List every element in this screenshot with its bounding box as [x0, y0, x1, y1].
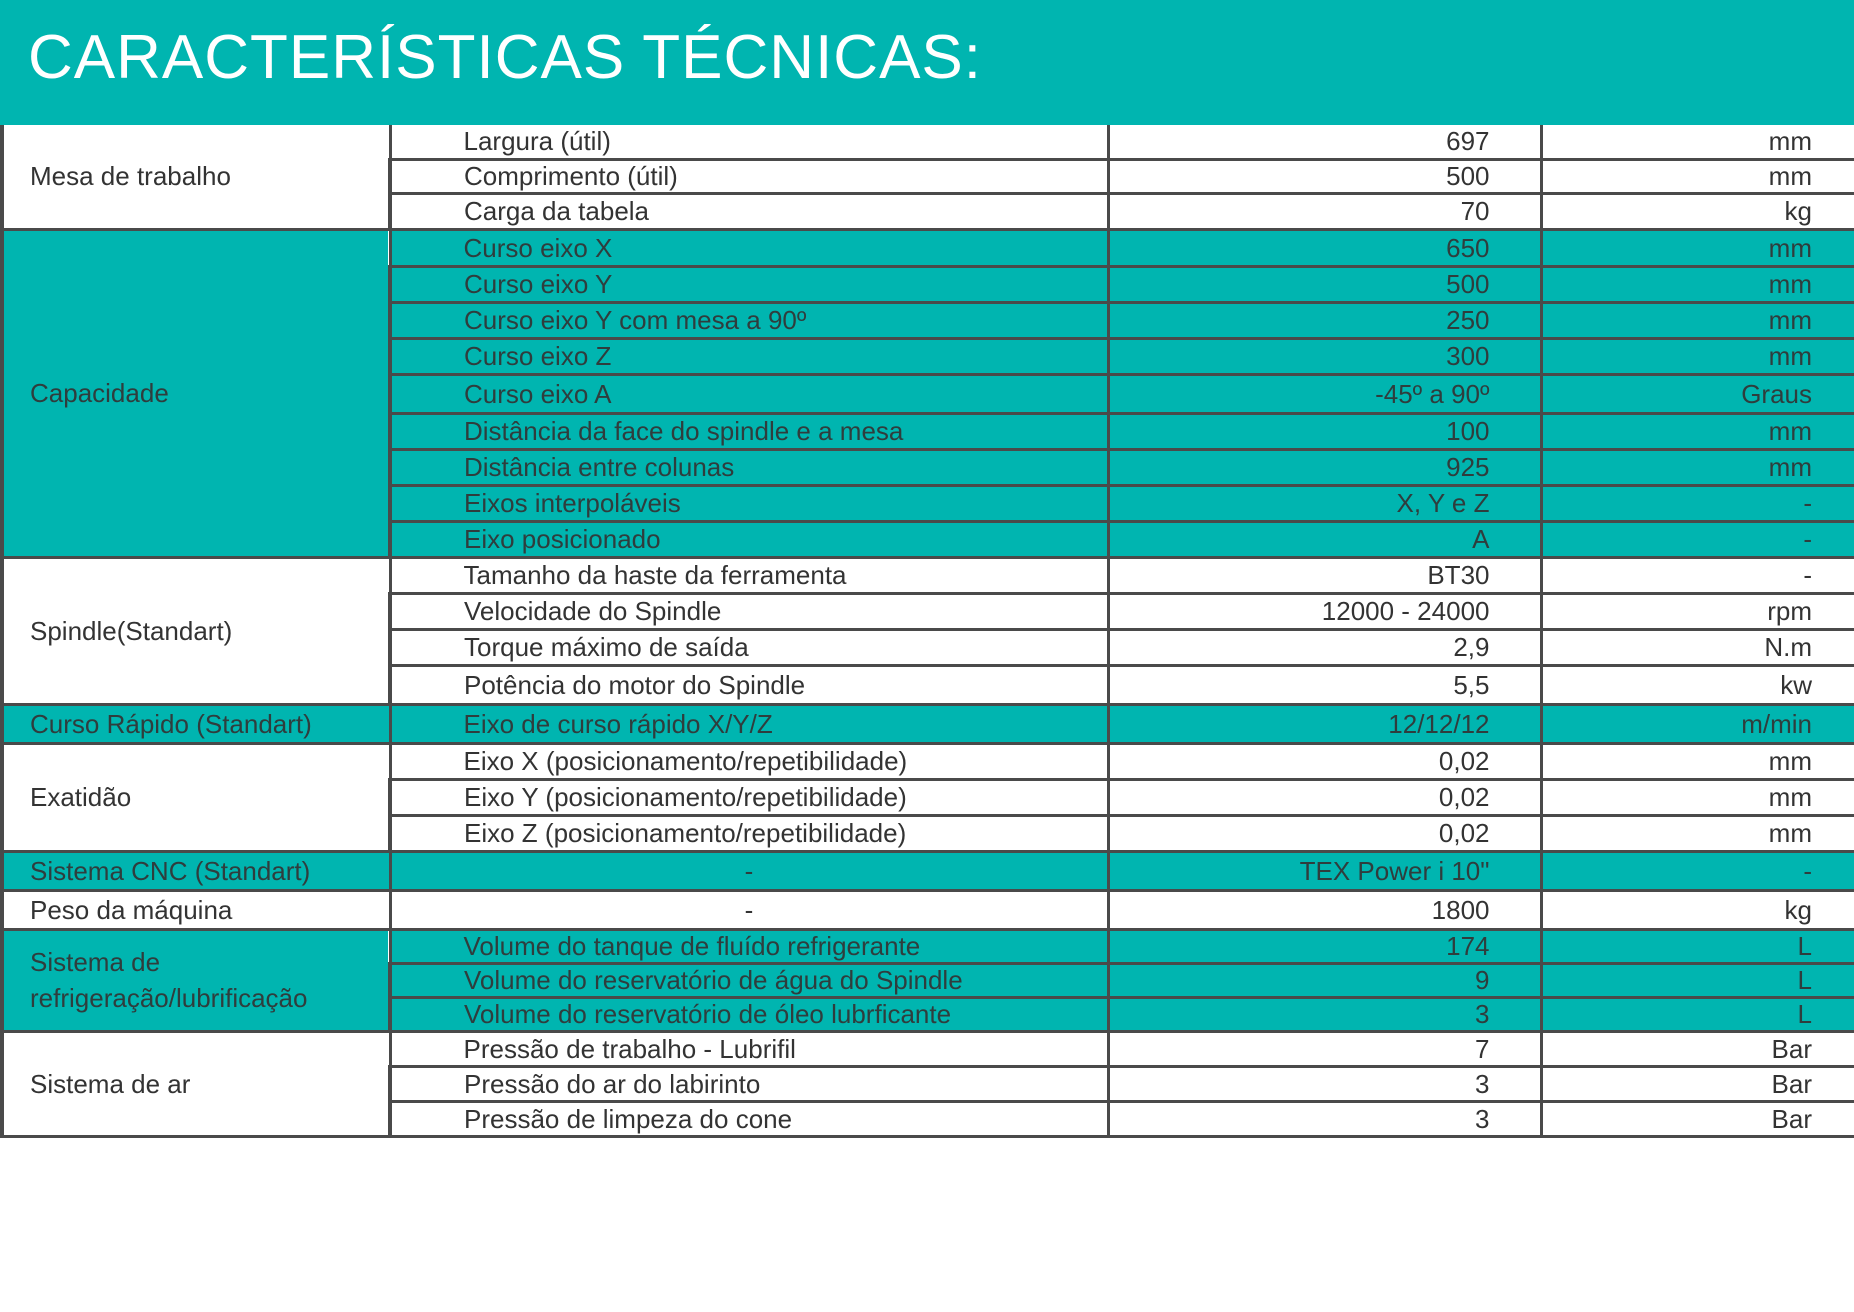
param-label: Tamanho da haste da ferramenta	[390, 557, 1108, 593]
param-label: Curso eixo X	[390, 229, 1108, 266]
param-label: Eixo Z (posicionamento/repetibilidade)	[390, 815, 1108, 851]
param-unit: Graus	[1541, 374, 1854, 413]
param-label: -	[390, 851, 1108, 890]
param-label: Distância da face do spindle e a mesa	[390, 413, 1108, 449]
spec-row	[2, 890, 1854, 929]
param-unit: rpm	[1541, 593, 1854, 629]
param-unit: mm	[1541, 449, 1854, 485]
param-unit: N.m	[1541, 629, 1854, 665]
param-value: TEX Power i 10"	[1108, 851, 1541, 890]
param-label: Curso eixo Z	[390, 338, 1108, 374]
param-value: -45º a 90º	[1108, 374, 1541, 413]
param-label: Pressão de limpeza do cone	[390, 1101, 1108, 1136]
spec-row	[2, 125, 1854, 159]
param-unit: mm	[1541, 338, 1854, 374]
spec-row	[2, 704, 1854, 743]
param-value: 0,02	[1108, 815, 1541, 851]
param-label: Eixo de curso rápido X/Y/Z	[390, 704, 1108, 743]
param-value: 100	[1108, 413, 1541, 449]
param-unit: -	[1541, 851, 1854, 890]
param-unit: mm	[1541, 815, 1854, 851]
param-label: Distância entre colunas	[390, 449, 1108, 485]
param-label: Largura (útil)	[390, 125, 1108, 159]
spec-row	[2, 743, 1854, 779]
param-unit: kg	[1541, 193, 1854, 229]
header-banner	[0, 0, 1854, 125]
param-value: 12000 - 24000	[1108, 593, 1541, 629]
param-value: 500	[1108, 159, 1541, 193]
specs-table	[0, 125, 1854, 1138]
spec-row	[2, 929, 1854, 963]
group-label-curso-rapido-standart: Curso Rápido (Standart)	[2, 704, 390, 743]
param-label: Eixos interpoláveis	[390, 485, 1108, 521]
param-unit: mm	[1541, 266, 1854, 302]
param-unit: kw	[1541, 665, 1854, 704]
param-label: Curso eixo Y	[390, 266, 1108, 302]
spec-row	[2, 1031, 1854, 1066]
param-value: 70	[1108, 193, 1541, 229]
param-unit: L	[1541, 997, 1854, 1031]
param-unit: L	[1541, 963, 1854, 997]
param-label: Potência do motor do Spindle	[390, 665, 1108, 704]
param-label: Carga da tabela	[390, 193, 1108, 229]
param-label: Eixo X (posicionamento/repetibilidade)	[390, 743, 1108, 779]
param-value: X, Y e Z	[1108, 485, 1541, 521]
param-value: 300	[1108, 338, 1541, 374]
param-value: BT30	[1108, 557, 1541, 593]
param-unit: kg	[1541, 890, 1854, 929]
param-value: 650	[1108, 229, 1541, 266]
param-label: -	[390, 890, 1108, 929]
param-label: Comprimento (útil)	[390, 159, 1108, 193]
param-unit: mm	[1541, 413, 1854, 449]
group-label-capacidade: Capacidade	[2, 229, 390, 557]
param-label: Eixo Y (posicionamento/repetibilidade)	[390, 779, 1108, 815]
param-value: 3	[1108, 997, 1541, 1031]
spec-row	[2, 851, 1854, 890]
param-value: 0,02	[1108, 743, 1541, 779]
param-value: 0,02	[1108, 779, 1541, 815]
param-unit: Bar	[1541, 1101, 1854, 1136]
param-value: A	[1108, 521, 1541, 557]
param-value: 2,9	[1108, 629, 1541, 665]
param-value: 500	[1108, 266, 1541, 302]
group-label-exatidao: Exatidão	[2, 743, 390, 851]
param-value: 3	[1108, 1101, 1541, 1136]
param-unit: m/min	[1541, 704, 1854, 743]
param-label: Eixo posicionado	[390, 521, 1108, 557]
param-label: Curso eixo A	[390, 374, 1108, 413]
param-unit: Bar	[1541, 1066, 1854, 1101]
param-value: 925	[1108, 449, 1541, 485]
param-value: 3	[1108, 1066, 1541, 1101]
group-label-spindle-standart: Spindle(Standart)	[2, 557, 390, 704]
page-title: CARACTERÍSTICAS TÉCNICAS:	[28, 23, 983, 92]
param-value: 250	[1108, 302, 1541, 338]
param-unit: mm	[1541, 743, 1854, 779]
param-unit: mm	[1541, 125, 1854, 159]
param-unit: mm	[1541, 229, 1854, 266]
param-unit: -	[1541, 557, 1854, 593]
param-unit: -	[1541, 521, 1854, 557]
param-value: 12/12/12	[1108, 704, 1541, 743]
group-label-sistema-de-ar: Sistema de ar	[2, 1031, 390, 1136]
param-value: 9	[1108, 963, 1541, 997]
param-value: 697	[1108, 125, 1541, 159]
param-unit: mm	[1541, 302, 1854, 338]
param-unit: L	[1541, 929, 1854, 963]
param-value: 174	[1108, 929, 1541, 963]
param-label: Pressão de trabalho - Lubrifil	[390, 1031, 1108, 1066]
group-label-sistema-cnc-standart: Sistema CNC (Standart)	[2, 851, 390, 890]
param-label: Volume do tanque de fluído refrigerante	[390, 929, 1108, 963]
group-label-sistema-de-refrigeracao-lubrificacao: Sistema de refrigeração/lubrificação	[2, 929, 390, 1031]
param-label: Curso eixo Y com mesa a 90º	[390, 302, 1108, 338]
param-unit: mm	[1541, 159, 1854, 193]
param-label: Velocidade do Spindle	[390, 593, 1108, 629]
spec-row	[2, 229, 1854, 266]
param-value: 7	[1108, 1031, 1541, 1066]
param-unit: -	[1541, 485, 1854, 521]
group-label-mesa-de-trabalho: Mesa de trabalho	[2, 125, 390, 229]
param-unit: Bar	[1541, 1031, 1854, 1066]
param-value: 1800	[1108, 890, 1541, 929]
param-label: Pressão do ar do labirinto	[390, 1066, 1108, 1101]
group-label-peso-da-maquina: Peso da máquina	[2, 890, 390, 929]
param-label: Volume do reservatório de óleo lubrficante	[390, 997, 1108, 1031]
param-label: Torque máximo de saída	[390, 629, 1108, 665]
param-unit: mm	[1541, 779, 1854, 815]
param-value: 5,5	[1108, 665, 1541, 704]
param-label: Volume do reservatório de água do Spindle	[390, 963, 1108, 997]
spec-row	[2, 557, 1854, 593]
